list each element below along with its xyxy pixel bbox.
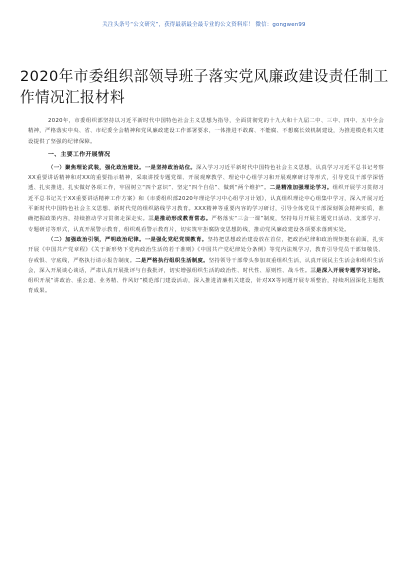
paragraph-2-lead-3: 二是严格执行组织生活制度。 (135, 257, 209, 264)
paragraph-1-text: 深入学习习近平新时代中国特色社会主义思想，认真学习习近平总书记考察XX重要讲话精神和对XX的重要指示精神，采取讲授专题党课、开展观摩教学、理论中心组学习和开展观摩研讨等形式，引导党员干部学深悟透、扎实推进，扎实做好各项工作，牢固树立“四个意识”、坚定“四个自信”、做到“两个维护”。 (28, 164, 384, 192)
paragraph-1-lead: （一）聚焦理论武装，强化政治建设。 (48, 164, 145, 171)
paragraph-1-lead-3: 二是精准加强理论学习。 (269, 185, 333, 192)
intro-paragraph: 2020年，市委组织部坚持以习近平新时代中国特色社会主义思想为指导，全面贯彻党的十九大和十九届二中、三中、四中、五中全会精神，严格落实中央、省、市纪委全会精神和党风廉政建设工作部署要求，一体推进不敢腐、不能腐、不想腐长效机制建设，为推进模范机关建设提供了坚强的纪律保障。 (28, 118, 384, 145)
document-title: 2020年市委组织部领导班子落实党风廉政建设责任制工作情况汇报材料 (20, 68, 389, 106)
paragraph-2 (28, 235, 384, 297)
paragraph-2-text-3: 组织开展“讲政治、重公道、业务精、作风好”模范部门建设活动，深入推进清廉机关建设，针对XX等问题开展专项整治，持续巩固深化主题教育成果。 (28, 278, 384, 295)
paragraph-1 (28, 163, 384, 235)
top-banner[interactable]: 关注头条号“公文研究”，获得最新最全最专业的公文资料库！ 微信：gongwen99 (102, 22, 306, 28)
section-heading: 一、主要工作开展情况 (48, 151, 111, 158)
paragraph-2-lead-4: 三是深入开展专题学习讨论。 (310, 267, 384, 274)
paragraph-2-text-2: 坚持领导干部带头参加双重组织生活，认真开展民主生活会和组织生活会，深入开展谈心谈话，严肃认真开展批评与自我批评，切实增强组织生活的政治性、时代性、原则性、战斗性。 (28, 257, 384, 274)
paragraph-2-text: 坚持把思想政治建设放在首位，把政治纪律和政治规矩挺在前面，扎实开展《中国共产党章程》《关于新形势下党内政治生活的若干准则》《中国共产党纪律处分条例》等党内法规学习，教育引导党员干部知敬畏、存戒惧、守底线，严格执行请示报告制度。 (28, 236, 384, 264)
paragraph-1-text-3: 严格落实“三会一课”制度，坚持每月开展主题党日活动、支部学习、专题研讨等形式，认真开展警示教育，组织观看警示教育片，切实筑牢拒腐防变思想防线，推动党风廉政建设各项要求落到实处。 (28, 216, 384, 233)
paragraph-2-lead: （二）加强政治引领，严明政治纪律。 (48, 236, 145, 243)
document-body (28, 116, 384, 297)
paragraph-1-lead-2: 一是坚持政治站位。 (144, 164, 197, 171)
paragraph-1-text-2: 组织开展学习贯彻习近平总书记关于XX重要讲话精神工作方案》和《市委组织部2020年理论学习中心组学习计划》，认真组织理论中心组集中学习，深入开展习近平新时代中国特色社会主义思想、新时代党的组织路线学习教育。XXX精神等重要内容的学习研讨，引导全体党员干部深刻领会精神实质，准确把握政策内容，持续推动学习贯彻走深走实。 (28, 185, 385, 223)
paragraph-2-lead-2: 一是强化党纪党规教育。 (144, 236, 208, 243)
paragraph-1-lead-4: 三是推动形成教育常态。 (148, 216, 212, 223)
